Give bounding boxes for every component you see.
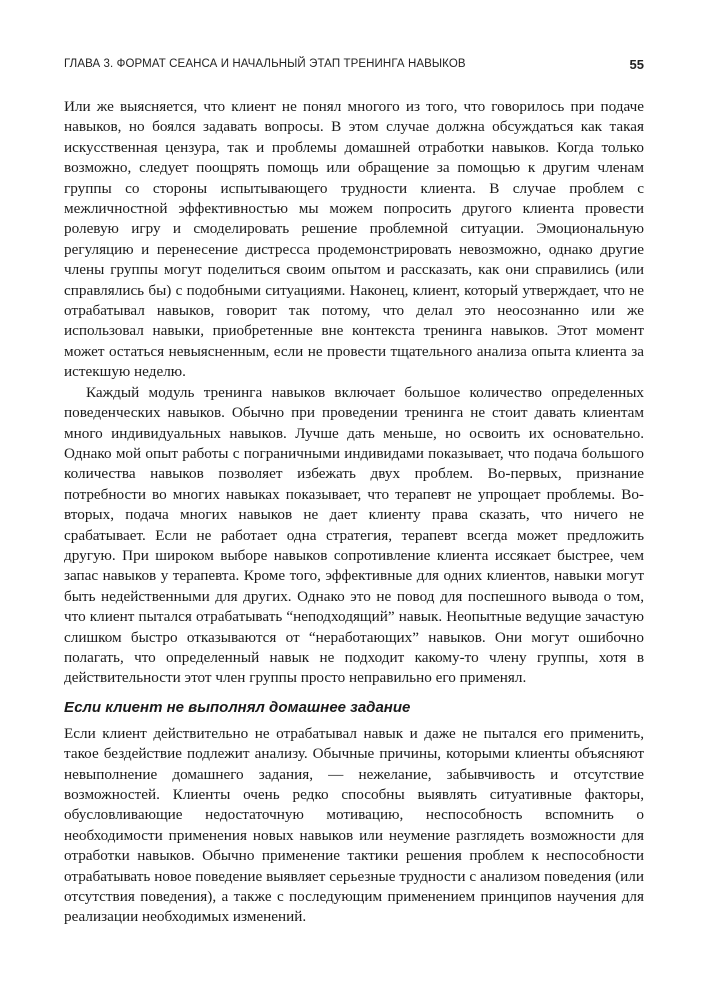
paragraph-3: Если клиент действительно не отрабатывал навык и даже не пытался его применить, такое бездействие подлежит анализу. Обычные причины, которыми клиенты объясняют невыполнение домашнего задания, — нежелание, забывчивость и отсутствие возможностей. Клиенты очень редко способны выявлять ситуативные факторы, обусловливающие недостаточную мотивацию, неспособность вспомнить о необходимости применения новых навыков или неумение разглядеть возможности для отработки навыков. Обычно применение тактики решения проблем к неспособности отрабатывать новое поведение выявляет серьезные трудности с анализом поведения (или отсутствия поведения), а также с последующим применением принципов научения для реализации необходимых изменений. bbox=[64, 724, 644, 926]
paragraph-1: Или же выясняется, что клиент не понял многого из того, что говорилось при подаче навыков, но боялся задавать вопросы. В этом случае должна обсуждаться как такая искусственная цензура, так и проблемы домашней отработки навыков. Когда только возможно, следует поощрять помощь или обращение за помощью к другим членам группы со стороны испытывающего трудности клиента. В случае проблем с межличностной эффективностью мы можем попросить другого клиента провести ролевую игру и смоделировать решение проблемной ситуации. Эмоциональную регуляцию и перенесение дистресса продемонстрировать невозможно, однако другие члены группы могут поделиться своим опытом и рассказать, как они справились (или справлялись бы) с подобными ситуациями. Наконец, клиент, который утверждает, что не отрабатывал навыков, говорит так потому, что делал это неосознанно или же использовал навыки, приобретенные вне контекста тренинга навыков. Этот момент может остаться невыясненным, если не провести тщательного анализа опыта клиента за истекшую неделю. bbox=[64, 98, 644, 381]
paragraph-2: Каждый модуль тренинга навыков включает большое количество определенных поведенческих навыков. Обычно при проведении тренинга не стоит давать клиентам много индивидуальных навыков. Лучше дать меньше, но освоить их основательно. Однако мой опыт работы с пограничными индивидами показывает, что подача большого количества навыков позволяет избежать двух проблем. Во-первых, признание потребности во многих навыках показывает, что терапевт не упрощает проблемы. Во-вторых, подача многих навыков не дает клиенту права сказать, что ничего не срабатывает. Если не работает одна стратегия, терапевт всегда может предложить другую. При широком выборе навыков сопротивление клиента иссякает быстрее, чем запас навыков у терапевта. Кроме того, эффективные для одних клиентов, навыки могут быть недейственными для других. Однако это не повод для поспешного вывода о том, что клиент пытался отрабатывать “неподходящий” навык. Неопытные ведущие зачастую слишком быстро отказываются от “неработающих” навыков. Они могут ошибочно полагать, что определенный навык не подходит какому-то члену группы, хотя в действительности этот член группы просто неправильно его применял. bbox=[64, 383, 644, 687]
page-body bbox=[64, 97, 644, 928]
page-number: 55 bbox=[629, 57, 644, 72]
chapter-title: ГЛАВА 3. ФОРМАТ СЕАНСА И НАЧАЛЬНЫЙ ЭТАП ТРЕНИНГА НАВЫКОВ bbox=[64, 58, 466, 70]
section-heading: Если клиент не выполнял домашнее задание bbox=[64, 698, 411, 716]
running-header bbox=[64, 58, 644, 78]
